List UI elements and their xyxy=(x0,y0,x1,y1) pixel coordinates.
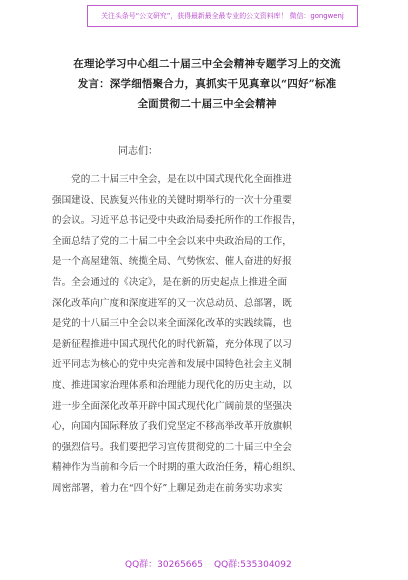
body-line: 的强烈信号。我们要把学习宣传贯彻党的二十届三中全会 xyxy=(52,441,292,453)
title-line: 全面贯彻二十届三中全会精神 xyxy=(137,98,277,110)
body-line: 的会议。习近平总书记受中央政治局委托所作的工作报告， xyxy=(52,215,302,227)
body-line: 深化改革向广度和深度进军的又一次总动员、总部署，既 xyxy=(52,297,292,309)
body-paragraph xyxy=(52,170,366,500)
title-line: 发言：深学细悟聚合力，真抓实干见真章以“四好”标准 xyxy=(77,78,337,90)
body-line: 周密部署，着力在“四个好”上聊足劲走在前务实功求实 xyxy=(52,482,283,494)
qq-group-right: QQ群:535304092 xyxy=(214,560,292,570)
body-line: 度、推进国家治理体系和治理能力现代化的历史主动，以 xyxy=(52,379,292,391)
body-line: 是新征程推进中国式现代化的时代新篇，充分体现了以习 xyxy=(52,338,292,350)
body-line: 党的二十届三中全会，是在以中国式现代化全面推进 xyxy=(52,174,292,185)
promo-banner: 关注头条号“公文研究”，获得最新最全最专业的公文资料库！ 微信：gongwenj xyxy=(87,5,358,27)
qq-group-left: QQ群：30265665 xyxy=(125,560,203,570)
body-line: 近平同志为核心的党中央完善和发展中国特色社会主义制 xyxy=(52,359,292,371)
body-line: 全面总结了党的二十届二中全会以来中央政治局的工作， xyxy=(52,235,292,247)
document-title xyxy=(52,54,362,114)
salutation: 同志们： xyxy=(118,146,158,157)
body-line: 精神作为当前和今后一个时期的重大政治任务，精心组织、 xyxy=(52,462,302,474)
body-line: 进一步全面深化改革开辟中国式现代化广阔前景的坚强决 xyxy=(52,400,292,412)
body-line: 告。全会通过的《决定》，是在新的历史起点上推进全面 xyxy=(52,276,288,288)
title-line: 在理论学习中心组二十届三中全会精神专题学习上的交流 xyxy=(73,58,341,70)
body-line: 心，向国内国际释放了我们党坚定不移高举改革开放旗帜 xyxy=(52,421,292,433)
body-line: 是党的十八届三中全会以来全面深化改革的实践续篇，也 xyxy=(52,318,292,330)
body-line: 是一个高屋建瓴、统揽全局、气势恢宏、催人奋进的好报 xyxy=(52,256,292,268)
body-line: 强国建设、民族复兴伟业的关键时期举行的一次十分重要 xyxy=(52,194,292,206)
